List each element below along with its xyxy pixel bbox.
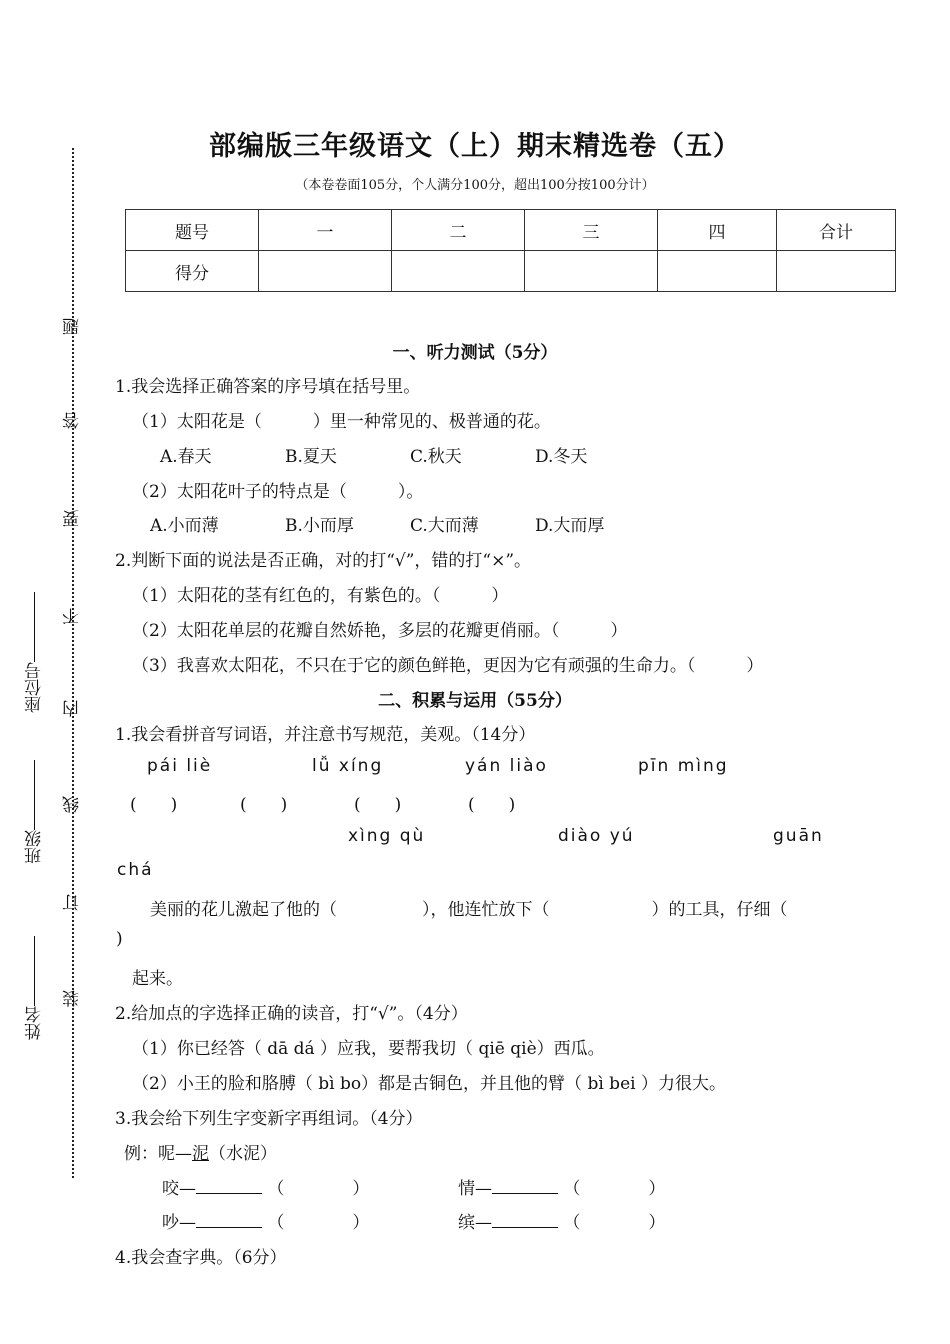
binding-char: 题	[63, 318, 83, 335]
question: （2）太阳花单层的花瓣自然娇艳，多层的花瓣更俏丽。（ ）	[132, 621, 628, 641]
binding-dotted-line	[72, 148, 74, 1178]
question: （1）太阳花的茎有红色的，有紫色的。（ ）	[132, 586, 509, 606]
pinyin: chá	[117, 860, 154, 880]
table-row	[126, 251, 896, 292]
word-item: 缤— （ ）	[458, 1213, 666, 1233]
page-subtitle: （本卷卷面105分，个人满分100分，超出100分按100分计）	[295, 178, 655, 193]
question: （2）太阳花叶子的特点是（ ）。	[132, 482, 424, 502]
option: D.冬天	[535, 447, 588, 467]
question: 2.判断下面的说法是否正确，对的打“√”，错的打“×”。	[115, 551, 532, 571]
table-cell: 一	[259, 210, 392, 251]
answer-paren[interactable]: ( )	[130, 795, 178, 815]
pinyin: yán liào	[465, 756, 548, 776]
binding-char: 线	[63, 796, 83, 813]
binding-char: 订	[63, 894, 83, 911]
option: A.小而薄	[150, 516, 219, 536]
fill-sentence: 美丽的花儿激起了他的（ ），他连忙放下（ ）的工具，仔细（	[150, 900, 788, 920]
question: （2）小王的脸和胳膊（ bì bo）都是古铜色，并且他的臂（ bì bei ）力很大。	[132, 1074, 726, 1094]
score-input-cell[interactable]	[392, 251, 525, 292]
pinyin: diào yú	[558, 826, 635, 846]
score-input-cell[interactable]	[259, 251, 392, 292]
score-table	[125, 209, 896, 292]
table-row	[126, 210, 896, 251]
option: B.夏天	[285, 447, 337, 467]
pinyin: pái liè	[147, 756, 213, 776]
question: 3.我会给下列生字变新字再组词。（4分）	[115, 1109, 423, 1129]
pinyin: pīn mìng	[638, 756, 729, 776]
word-item: 情— （ ）	[458, 1179, 666, 1199]
option: C.大而薄	[410, 516, 479, 536]
pinyin: xìng qù	[348, 826, 426, 846]
binding-char: 答	[63, 412, 83, 429]
question: （3）我喜欢太阳花，不只在于它的颜色鲜艳，更因为它有顽强的生命力。（ ）	[132, 656, 764, 676]
binding-char: 要	[63, 510, 83, 527]
fill-sentence-end: )	[116, 929, 123, 949]
option: D.大而厚	[535, 516, 605, 536]
question: 1.我会看拼音写词语，并注意书写规范，美观。（14分）	[115, 725, 536, 745]
option: C.秋天	[410, 447, 462, 467]
answer-paren[interactable]: ( )	[468, 795, 516, 815]
pinyin: guān	[773, 826, 824, 846]
section-heading: 一、听力测试（5分）	[392, 343, 558, 363]
word-item: 吵— （ ）	[162, 1213, 370, 1233]
word-item: 咬— （ ）	[162, 1179, 370, 1199]
class-label: 班级	[22, 760, 47, 864]
binding-char: 不	[63, 608, 83, 625]
example: 例：呢—泥（水泥）	[124, 1144, 277, 1164]
question: （1）太阳花是（ ）里一种常见的、极普通的花。	[132, 412, 551, 432]
pinyin: lǚ xíng	[312, 756, 384, 776]
page-title: 部编版三年级语文（上）期末精选卷（五）	[209, 131, 741, 162]
table-cell: 四	[658, 210, 777, 251]
answer-paren[interactable]: ( )	[240, 795, 288, 815]
table-cell: 二	[392, 210, 525, 251]
table-cell: 合计	[777, 210, 896, 251]
table-cell: 题号	[126, 210, 259, 251]
binding-char: 内	[63, 700, 83, 717]
name-label: 姓名	[22, 936, 47, 1040]
table-cell: 三	[525, 210, 658, 251]
question: 1.我会选择正确答案的序号填在括号里。	[115, 377, 421, 397]
question: （1）你已经答（ dā dá ）应我，要帮我切（ qiē qiè）西瓜。	[132, 1039, 605, 1059]
option: B.小而厚	[285, 516, 354, 536]
binding-char: 装	[63, 990, 83, 1007]
score-input-cell[interactable]	[777, 251, 896, 292]
option: A.春天	[160, 447, 212, 467]
answer-paren[interactable]: ( )	[354, 795, 402, 815]
fill-sentence-cont: 起来。	[132, 969, 183, 989]
seat-label: 座位号	[22, 592, 47, 713]
section-heading: 二、积累与运用（55分）	[378, 691, 572, 711]
question: 4.我会查字典。（6分）	[115, 1248, 287, 1268]
table-cell: 得分	[126, 251, 259, 292]
question: 2.给加点的字选择正确的读音，打“√”。（4分）	[115, 1004, 468, 1024]
score-input-cell[interactable]	[525, 251, 658, 292]
score-input-cell[interactable]	[658, 251, 777, 292]
